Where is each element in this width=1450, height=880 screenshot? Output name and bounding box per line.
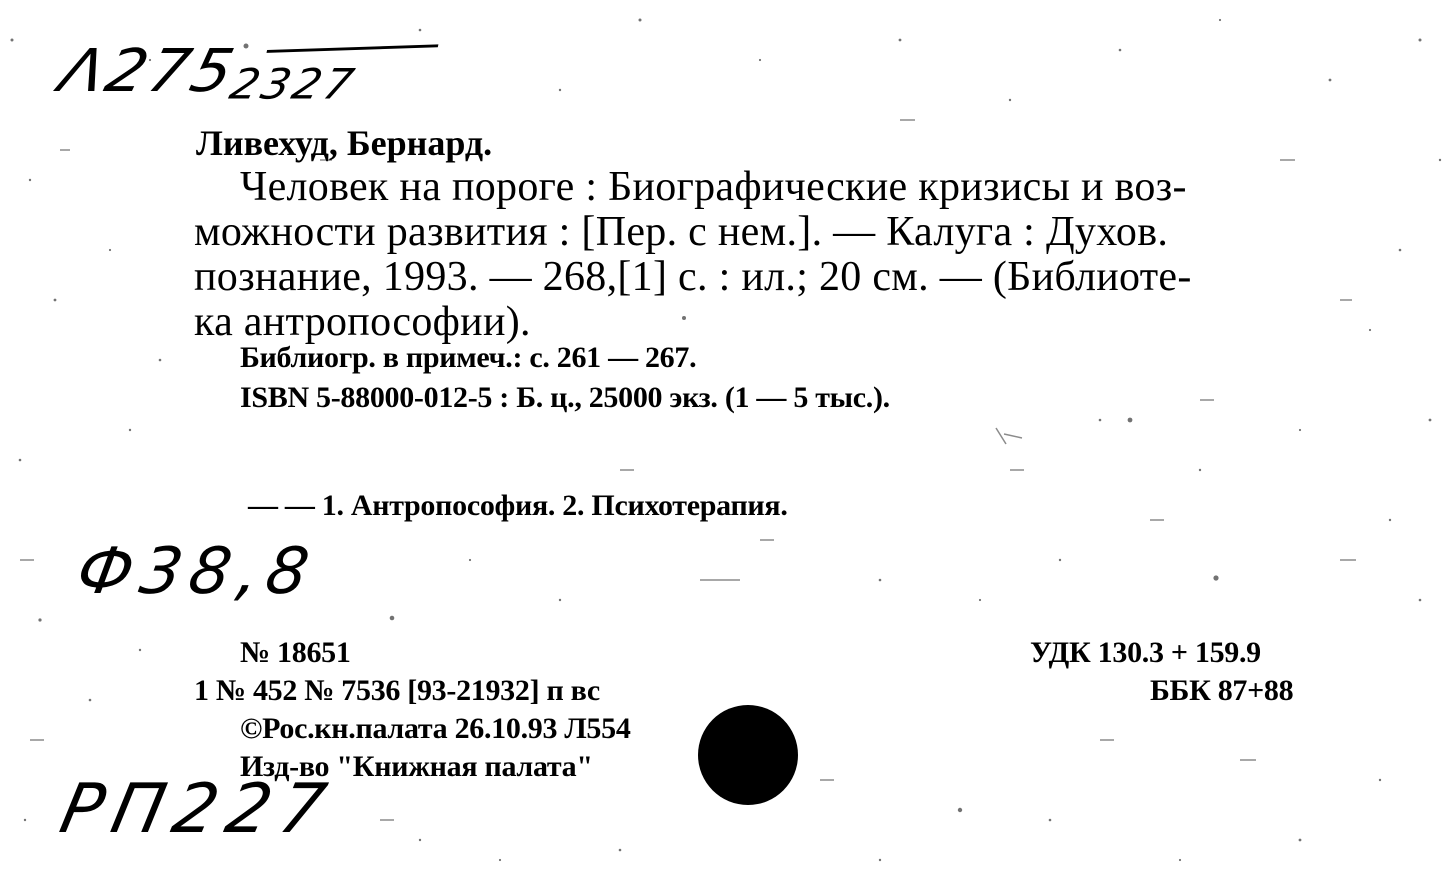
publisher-line: Изд-во "Книжная палата" — [240, 750, 593, 783]
record-number: № 18651 — [240, 636, 351, 669]
handwritten-call-number: Λ2752327 — [53, 36, 367, 105]
title-line-2: можности развития : [Пер. с нем.]. — Калуга : Духов. — [194, 209, 1169, 255]
udk-code: УДК 130.3 + 159.9 — [1030, 636, 1261, 669]
title-line-3: познание, 1993. — 268,[1] с. : ил.; 20 см. — (Библиоте- — [194, 254, 1192, 300]
bbk-code: ББК 87+88 — [1150, 674, 1294, 707]
bibliography-note: Библиогр. в примеч.: с. 261 — 267. — [240, 341, 697, 374]
copyright-line: ©Рос.кн.палата 26.10.93 Л554 — [240, 712, 631, 745]
subject-headings: — — 1. Антропософия. 2. Психотерапия. — [248, 489, 788, 522]
registration-line: 1 № 452 № 7536 [93-21932] п вс — [194, 674, 600, 707]
title-line-4: ка антропософии). — [194, 299, 531, 345]
isbn-line: ISBN 5-88000-012-5 : Б. ц., 25000 экз. (1 — 5 тыс.). — [240, 381, 890, 414]
handwritten-shelf-mark: РП227 — [53, 770, 343, 849]
title-line-1: Человек на пороге : Биографические кризисы и воз- — [240, 164, 1187, 210]
author-heading: Ливехуд, Бернард. — [196, 123, 493, 163]
punch-hole — [698, 705, 798, 805]
handwritten-classification: Ф38,8 — [71, 535, 323, 609]
